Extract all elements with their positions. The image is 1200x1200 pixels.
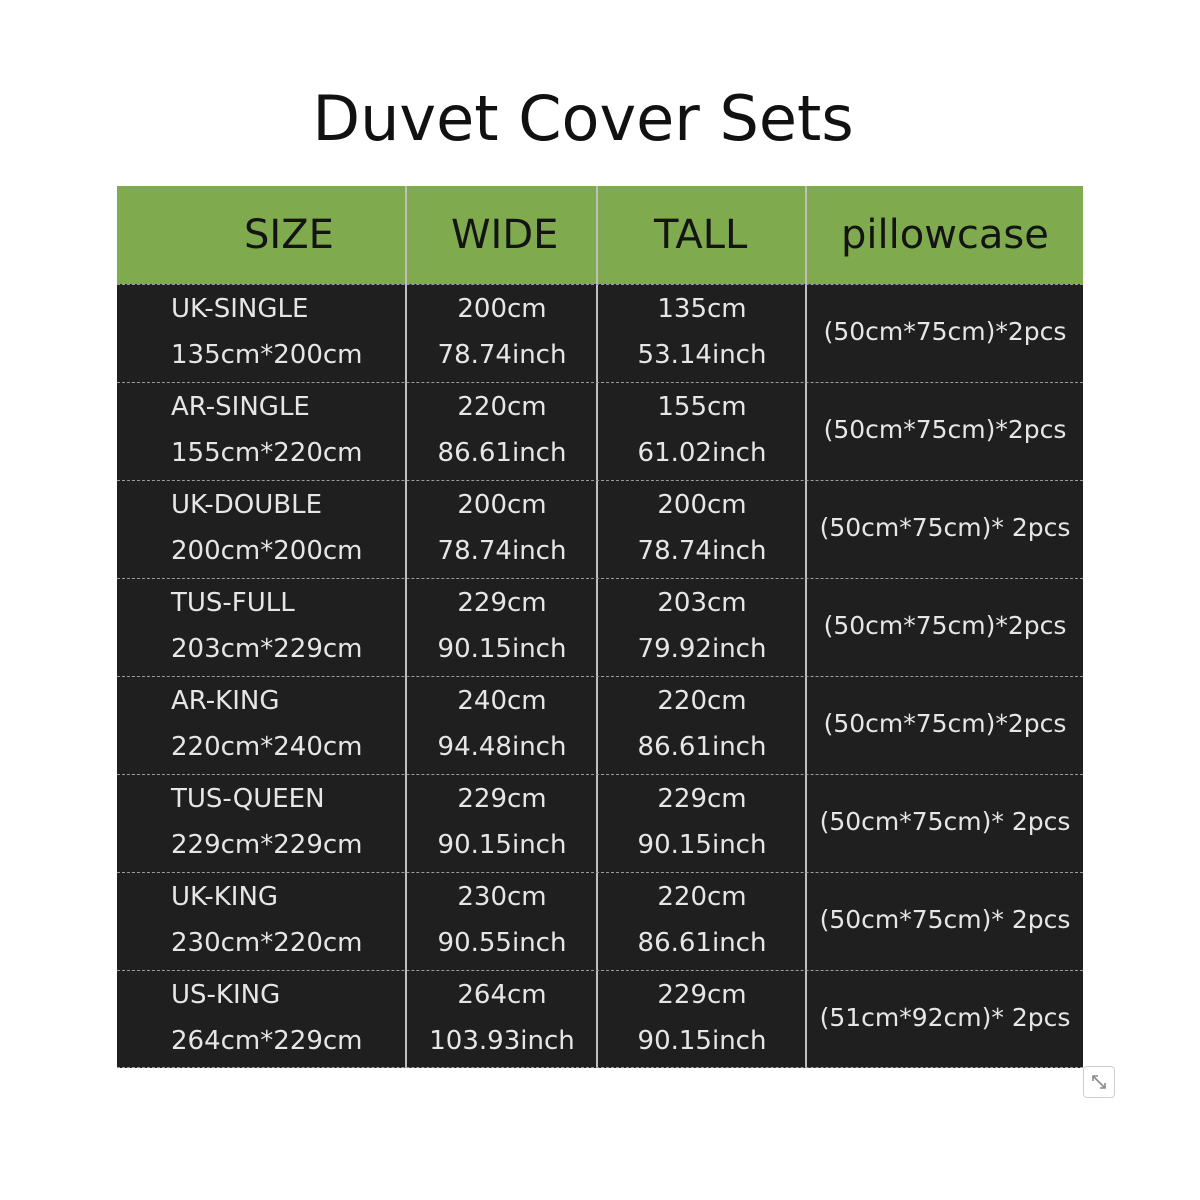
table-header [117, 186, 1083, 284]
size-name: UK-DOUBLE [171, 490, 322, 520]
wide-inch: 94.48inch [437, 732, 567, 762]
wide-cm: 229cm [457, 784, 547, 814]
size-name: TUS-QUEEN [171, 784, 325, 814]
wide-cm: 230cm [457, 882, 547, 912]
size-name: US-KING [171, 980, 281, 1010]
tall-inch: 86.61inch [637, 732, 767, 762]
size-name: AR-KING [171, 686, 280, 716]
wide-inch: 86.61inch [437, 438, 567, 468]
pillowcase-value: (50cm*75cm)* 2pcs [819, 807, 1071, 836]
header-wide: WIDE [451, 212, 559, 258]
tall-cm: 135cm [657, 294, 747, 324]
tall-inch: 90.15inch [637, 830, 767, 860]
tall-inch: 78.74inch [637, 536, 767, 566]
table-row [117, 578, 1083, 676]
tall-inch: 53.14inch [637, 340, 767, 370]
tall-inch: 90.15inch [637, 1026, 767, 1056]
page-title: Duvet Cover Sets [312, 82, 854, 155]
size-name: UK-KING [171, 882, 279, 912]
pillowcase-value: (50cm*75cm)*2pcs [823, 415, 1067, 444]
wide-cm: 229cm [457, 588, 547, 618]
expand-icon[interactable] [1083, 1066, 1115, 1098]
size-dims: 155cm*220cm [171, 438, 363, 468]
wide-inch: 103.93inch [429, 1026, 575, 1056]
size-dims: 230cm*220cm [171, 928, 363, 958]
size-dims: 135cm*200cm [171, 340, 363, 370]
wide-inch: 90.15inch [437, 634, 567, 664]
pillowcase-value: (51cm*92cm)* 2pcs [819, 1003, 1071, 1032]
size-dims: 229cm*229cm [171, 830, 363, 860]
wide-cm: 200cm [457, 294, 547, 324]
wide-inch: 78.74inch [437, 536, 567, 566]
tall-inch: 86.61inch [637, 928, 767, 958]
pillowcase-value: (50cm*75cm)*2pcs [823, 709, 1067, 738]
table-row [117, 676, 1083, 774]
tall-cm: 229cm [657, 784, 747, 814]
tall-inch: 79.92inch [637, 634, 767, 664]
tall-cm: 203cm [657, 588, 747, 618]
table-row [117, 480, 1083, 578]
size-name: AR-SINGLE [171, 392, 310, 422]
tall-cm: 200cm [657, 490, 747, 520]
size-dims: 200cm*200cm [171, 536, 363, 566]
table-row [117, 970, 1083, 1068]
tall-cm: 220cm [657, 686, 747, 716]
table-row [117, 284, 1083, 382]
wide-cm: 220cm [457, 392, 547, 422]
size-dims: 220cm*240cm [171, 732, 363, 762]
table-row [117, 872, 1083, 970]
size-dims: 203cm*229cm [171, 634, 363, 664]
wide-cm: 264cm [457, 980, 547, 1010]
pillowcase-value: (50cm*75cm)* 2pcs [819, 513, 1071, 542]
tall-cm: 220cm [657, 882, 747, 912]
tall-inch: 61.02inch [637, 438, 767, 468]
tall-cm: 155cm [657, 392, 747, 422]
header-size: SIZE [244, 212, 334, 258]
tall-cm: 229cm [657, 980, 747, 1010]
wide-inch: 90.15inch [437, 830, 567, 860]
pillowcase-value: (50cm*75cm)*2pcs [823, 317, 1067, 346]
wide-cm: 200cm [457, 490, 547, 520]
expand-icon-glyph [1084, 1067, 1114, 1097]
size-name: TUS-FULL [171, 588, 295, 618]
size-dims: 264cm*229cm [171, 1026, 363, 1056]
pillowcase-value: (50cm*75cm)*2pcs [823, 611, 1067, 640]
header-pillowcase: pillowcase [841, 212, 1049, 258]
table-row [117, 382, 1083, 480]
wide-cm: 240cm [457, 686, 547, 716]
header-tall: TALL [654, 212, 748, 258]
wide-inch: 90.55inch [437, 928, 567, 958]
pillowcase-value: (50cm*75cm)* 2pcs [819, 905, 1071, 934]
size-table [117, 186, 1083, 1068]
table-row [117, 774, 1083, 872]
size-name: UK-SINGLE [171, 294, 309, 324]
wide-inch: 78.74inch [437, 340, 567, 370]
